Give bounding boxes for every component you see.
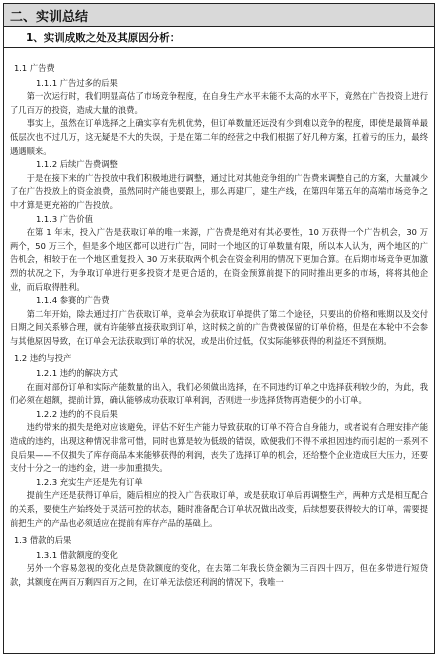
subsection-heading: 1.1.3 广告价值 bbox=[36, 213, 93, 224]
body-paragraph: 违约带来的损失是绝对应该避免，评估不好生产能力导致获取的订单不符合自身能力，或者说有合理安排产能造成的违约，出现这种情况非常可惜，同时也算是较为低级的错误，欧便我们不得不承担因违约而引起的一系列不良后果——不仅损失了库存商品本来能够获得的利润，丧失了选择订单的机会，还给整个企业造成巨大压力，还要支付十分之一的违约金，进一步加重损失。 bbox=[10, 422, 428, 474]
section-heading: 1.3 借款的后果 bbox=[14, 535, 72, 546]
body-paragraph: 第二年开始，除去通过打广告获取订单，竞单会为获取订单提供了第二个途径，只要出的价格和账期以及交付日期之间关系够合理，就有许能够直接获取到订单，这时候之前的广告费被保留的订单价格，但是在本轮中不会参与其他原因导致，在订单会无法获取到订单的状况，或是出价过低，仅实际能够获得的利益还不到预期。 bbox=[10, 308, 428, 346]
section-title: 二、实训总结 bbox=[10, 9, 89, 25]
section-header bbox=[4, 4, 434, 27]
section-heading: 1.1 广告费 bbox=[14, 63, 55, 73]
document-body bbox=[4, 48, 434, 590]
body-paragraph: 在第 1 年末，投入广告是获取订单的唯一来源，广告费是绝对有其必要性，10 万获得一个广告机会，30 万两个，50 万三个，但是多个地区都可以进行广告，同时一个地区的订单数量有限，所以本人认为，两个地区的广告机会，相较于在一个地区重复投入 30 万来获取两个机会在资金利用的情况下更加合算。在后期市场竞争更加激烈的状况之下，为争取订单进行更多投资才是更合适的，在资金预算前提下的同时推出更多的市场，将将其他企业，而后取得胜利。 bbox=[10, 227, 428, 292]
body-paragraph: 提前生产还是获得订单后，随后相应的投入广告获取订单，或是获取订单后再调整生产，两种方式是相互配合的关系，要使生产始终处于灵活可控的状态，随时准备配合订单状况做出改变，后续想要获得较大的订单，需要提前把生产的产品也必须适应在提前有库存产品的基础上。 bbox=[10, 490, 428, 528]
subsection-header bbox=[4, 27, 434, 48]
body-paragraph: 于是在接下来的广告投放中我们积极地进行调整，通过比对其他竞争组的广告费来调整自己的方案，大量减少了在广告投放上的资金浪费，虽然同时产能也要跟上，那么再建厂，建生产线，在第四年第五年的高端市场竞争之中才算是更充裕的广告投放。 bbox=[10, 172, 428, 210]
body-paragraph: 在面对部份订单和实际产能数量的出入，我们必须做出选择，在不同违约订单之中选择获利较少的，为此，我们必须在超额，提前计算，确认能够成功获取订单利润，否则进一步选择货物再造便少的小订单。 bbox=[10, 381, 428, 406]
subsection-title: 1、实训成败之处及其原因分析： bbox=[26, 31, 181, 44]
subsection-heading: 1.1.4 参赛的广告费 bbox=[36, 295, 110, 306]
subsection-heading: 1.1.2 后续广告费调整 bbox=[36, 159, 118, 170]
body-paragraph: 第一次运行时，我们明显高估了市场竞争程度，在自身生产水平未能不太高的水平下，竟然在广告投资上进行了几百万的投资，造成大量的浪费。 bbox=[10, 91, 428, 115]
subsection-heading: 1.1.1 广告过多的后果 bbox=[36, 77, 118, 88]
body-paragraph: 另外一个容易忽视的变化点是贷款额度的变化，在去第二年我长贷金额为三百四十四万，但在多带进行短贷款，其额度在两百万剩四百万之间，在订单无法偿还利润的情况下，我唯一 bbox=[10, 563, 428, 587]
section-heading: 1.2 违约与投产 bbox=[14, 353, 72, 364]
subsection-heading: 1.2.2 违约的不良后果 bbox=[36, 408, 118, 419]
body-paragraph: 事实上，虽然在订单选择之上确实享有先机优势，但订单数量还远没有少到难以竞争的程度，即使是最简单最低层次也不过几万，这无疑是不大的失误，于是在第二年的经营之中我们根据了好几种方案，扛着亏的压力，最终遇遇顺来。 bbox=[10, 118, 428, 156]
subsection-heading: 1.3.1 借款额度的变化 bbox=[36, 549, 118, 560]
document-page bbox=[3, 3, 435, 654]
subsection-heading: 1.2.3 充实生产还是先有订单 bbox=[36, 476, 143, 487]
subsection-heading: 1.2.1 违约的解决方式 bbox=[36, 368, 118, 379]
